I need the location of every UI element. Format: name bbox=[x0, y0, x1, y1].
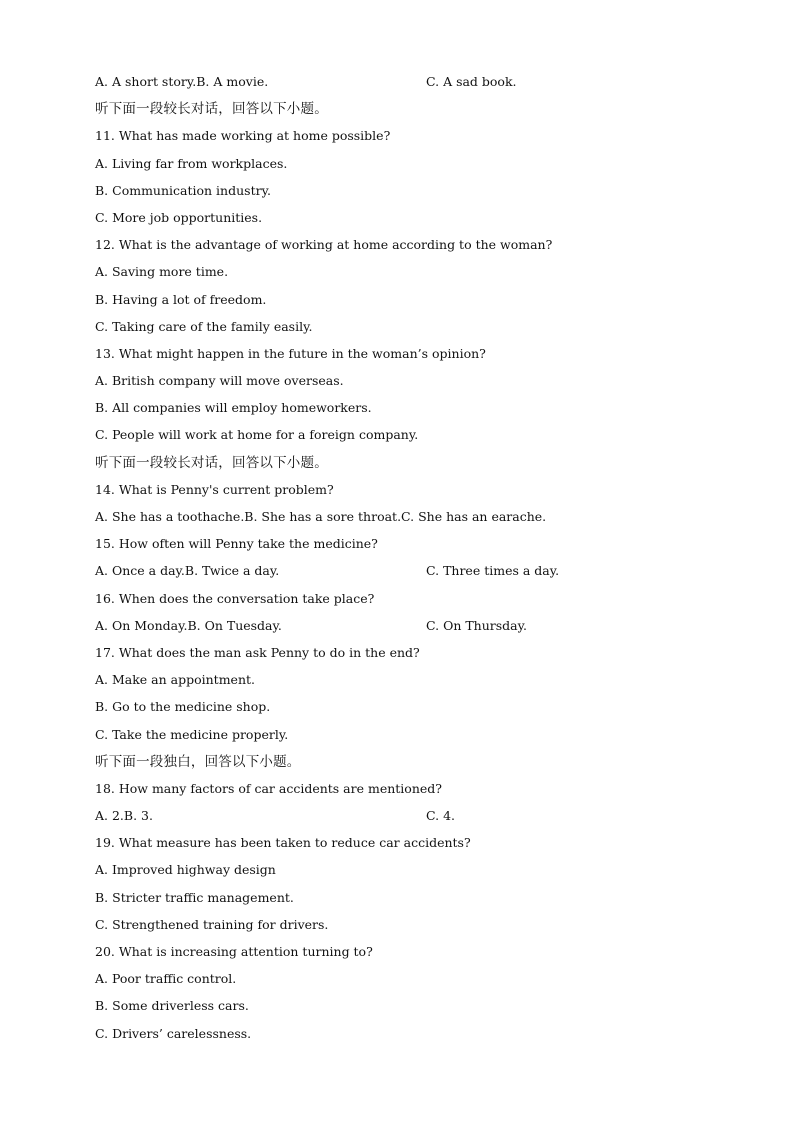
question-text: 19. What measure has been taken to reduce car accidents? bbox=[95, 835, 471, 851]
option-text: B. All companies will employ homeworkers. bbox=[95, 400, 372, 416]
question-text: 18. How many factors of car accidents are mentioned? bbox=[95, 780, 442, 796]
question-text: 15. How often will Penny take the medicine? bbox=[95, 536, 378, 552]
option-c-text: C. 4. bbox=[426, 808, 455, 824]
question-text: 12. What is the advantage of working at home according to the woman? bbox=[95, 237, 553, 253]
option-text: A. 2.B. 3. bbox=[95, 808, 153, 824]
option-line bbox=[95, 807, 745, 834]
option-text: A. British company will move overseas. bbox=[95, 373, 344, 389]
option-text: A. Improved highway design bbox=[95, 862, 276, 878]
option-text: B. Having a lot of freedom. bbox=[95, 291, 267, 307]
section-instruction: 听下面一段较长对话，回答以下小题。 bbox=[95, 101, 328, 118]
question-text: 11. What has made working at home possible? bbox=[95, 128, 391, 144]
question-text: 20. What is increasing attention turning to? bbox=[95, 944, 373, 959]
option-line bbox=[95, 617, 745, 644]
option-text: B. Go to the medicine shop. bbox=[95, 699, 271, 715]
question-text: 16. When does the conversation take place? bbox=[95, 590, 375, 606]
option-text: C. People will work at home for a foreign company. bbox=[95, 427, 419, 443]
option-c-text: C. On Thursday. bbox=[426, 617, 527, 633]
option-text: C. Strengthened training for drivers. bbox=[95, 916, 329, 932]
option-text: A. Once a day.B. Twice a day. bbox=[95, 563, 280, 579]
question-text: 14. What is Penny's current problem? bbox=[95, 481, 334, 497]
option-line bbox=[95, 73, 745, 100]
option-text: A. Saving more time. bbox=[95, 264, 229, 280]
option-c-text: C. Three times a day. bbox=[426, 563, 560, 579]
option-text: A. On Monday.B. On Tuesday. bbox=[95, 617, 282, 633]
option-text: B. Communication industry. bbox=[95, 182, 271, 198]
option-text: C. Drivers’ carelessness. bbox=[95, 1025, 252, 1041]
question-text: 17. What does the man ask Penny to do in the end? bbox=[95, 644, 420, 660]
option-text: A. Living far from workplaces. bbox=[95, 155, 288, 171]
option-text: A. She has a toothache.B. She has a sore throat.C. She has an earache. bbox=[95, 509, 547, 524]
section-instruction: 听下面一段独白，回答以下小题。 bbox=[95, 753, 301, 770]
option-text: A. Poor traffic control. bbox=[95, 971, 237, 987]
option-text: B. Some driverless cars. bbox=[95, 998, 249, 1014]
option-text: A. Make an appointment. bbox=[95, 672, 255, 688]
option-line bbox=[95, 562, 745, 589]
document-page bbox=[95, 73, 745, 1052]
question-text: 13. What might happen in the future in the woman’s opinion? bbox=[95, 345, 486, 361]
option-text: C. Taking care of the family easily. bbox=[95, 318, 313, 334]
section-instruction: 听下面一段较长对话，回答以下小题。 bbox=[95, 454, 328, 471]
option-text: B. Stricter traffic management. bbox=[95, 889, 294, 905]
option-text: C. Take the medicine properly. bbox=[95, 726, 289, 742]
option-text: C. More job opportunities. bbox=[95, 209, 263, 225]
option-text: A. A short story.B. A movie. bbox=[95, 74, 269, 89]
option-c-text: C. A sad book. bbox=[426, 74, 517, 89]
